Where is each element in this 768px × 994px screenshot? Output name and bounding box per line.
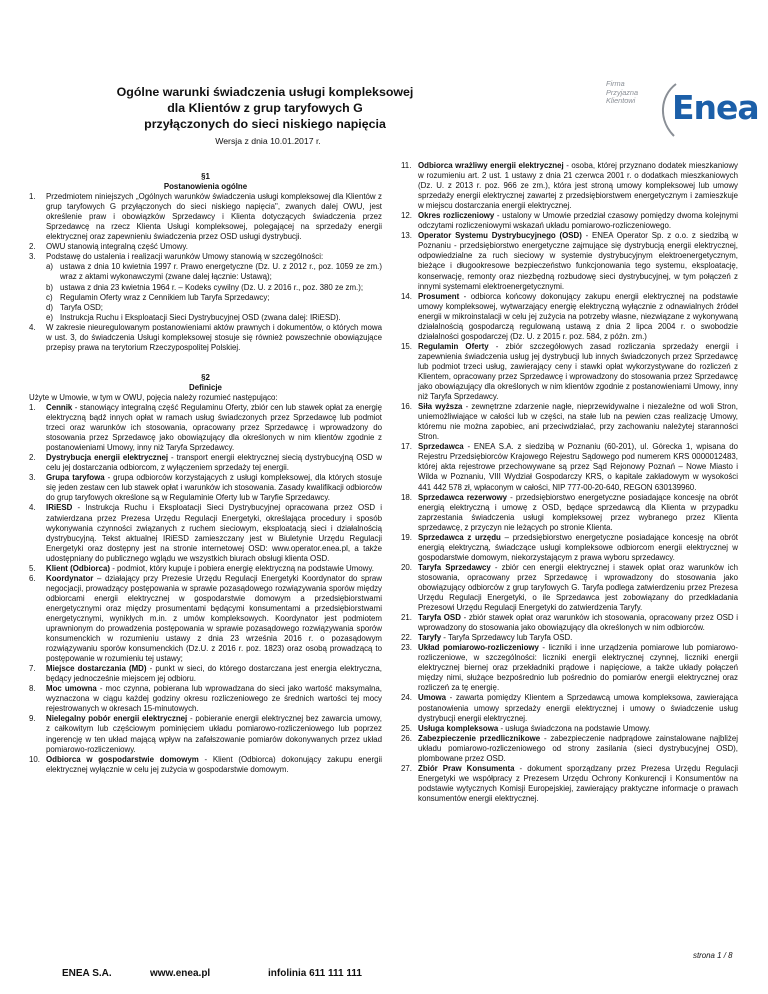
list-item-text: Przedmiotem niniejszych „Ogólnych warunków świadczenia usługi kompleksowej dla Klientów z grup taryfowych G przyłączonych do sieci niskiego napięcia", zwanych dalej OWU, jest określenie praw i obowiązków Sprzedawcy i Klienta dotyczących świadczenia przez Sprzedawcę na rzecz Klienta Usługi kompleksowej, polegającej na sprzedaży energii elektrycznej oraz zapewnieniu świadczenia przez OSD usługi dystrybucji. [46,192,382,242]
definition-number: 23. [401,643,412,653]
definition-text: - zawarta pomiędzy Klientem a Sprzedawcą umowa kompleksowa, zawierająca postanowienia umowy sprzedaży energii elektrycznej i umowy o świadczenie usług dystrybucji energii elektrycznej. [418,693,738,723]
definition-item [401,734,738,764]
definition-text: - ustalony w Umowie przedział czasowy pomiędzy dwoma kolejnymi odczytami rozliczeniowymi wskazań układu pomiarowo-rozliczeniowego. [418,211,738,231]
definition-term: Moc umowna [46,684,97,694]
definition-term: Układ pomiarowo-rozliczeniowy [418,643,539,653]
definition-text: - pobieranie energii elektrycznej bez zawarcia umowy, z całkowitym lub częściowym pominięciem układu pomiarowo-rozliczeniowego lub poprzez ingerencję w ten układ mającą wpływ na zafałszowanie pomiarów dokonywanych przez układ pomiarowo-rozliczeniowy. [46,714,382,754]
definition-item [29,684,382,714]
definition-item [401,643,738,693]
definition-item [29,503,382,563]
definition-term: Sprzedawca rezerwowy [418,492,508,502]
definition-term: Dystrybucja energii elektrycznej [46,453,169,463]
list-item: 1. Przedmiotem niniejszych „Ogólnych warunków świadczenia usługi kompleksowej dla Klientów z grup taryfowych G przyłączonych do sieci niskiego napięcia", zwanych dalej OWU, jest określenie praw i obowiązków Sprzedawcy i Klienta dotyczących świadczenia przez Sprzedawcę na rzecz Klienta Usługi kompleksowej, polegającej na sprzedaży energii elektrycznej oraz zapewnieniu świadczenia przez OSD usługi dystrybucji. [29,192,382,242]
definition-number: 22. [401,633,412,643]
definitions-list [401,161,738,804]
sub-list-item: e) Instrukcja Ruchu i Eksploatacji Sieci Dystrybucyjnej OSD (zwana dalej: IRiESD). [46,312,341,322]
definition-text: – działający przy Prezesie Urzędu Regulacji Energetyki Koordynator do spraw negocjacji, prowadzący postępowania w sprawie pozasądowego rozwiązywania sporów między odbiorcami energii elektrycznej w gospodarstwie domowym a przedsiębiorstwami energetycznymi oraz między prosumentami będącymi konsumentami a przedsiębiorstwami energetycznymi, wynikłych m.in. z umów kompleksowych. Koordynator jest podmiotem uprawnionym do prowadzenia postępowania w sprawie pozasądowego rozwiązywania sporów konsumenckich w rozumieniu ustawy z dnia 23 września 2016 r. o pozasądowym rozwiązywaniu sporów konsumenckich (Dz.U. z 2016 r. poz. 1823) oraz osobą prowadzącą to postępowanie w rozumieniu tej ustawy; [46,573,382,664]
definition-text: - punkt w sieci, do którego dostarczana jest energia elektryczna, będący jednocześnie miejscem jej odbioru. [46,664,382,684]
definitions-list [29,403,382,775]
definition-term: Taryfy [418,633,442,643]
definition-term: Cennik [46,402,73,412]
section-number: §2 [201,372,210,382]
definition-item [401,533,738,563]
definition-number: 7. [29,664,36,674]
definition-text: - podmiot, który kupuje i pobiera energię elektryczną na podstawie Umowy. [110,563,374,573]
definition-term: Zbiór Praw Konsumenta [418,763,515,773]
definition-term: Operator Systemu Dystrybucyjnego (OSD) [418,231,582,241]
definitions-intro: Użyte w Umowie, w tym w OWU, pojęcia należy rozumieć następująco: [29,392,278,402]
sub-list-item: d) Taryfa OSD; [46,302,103,312]
enea-logo [604,79,759,140]
definition-term: Umowa [418,693,447,703]
list-item: 2. OWU stanowią integralną część Umowy. [29,242,188,252]
left-column [29,172,382,775]
sub-list [46,262,382,322]
definition-number: 10. [29,754,40,764]
definition-item [29,755,382,775]
definition-term: Prosument [418,291,460,301]
definition-text: - zbiór stawek opłat oraz warunków ich stosowania, opracowany przez OSD i wprowadzony do stosowania jako obowiązujący dla określonych w nim odbiorców. [418,613,739,633]
definition-item [29,473,382,503]
title-line: przyłączonych do sieci niskiego napięcia [144,117,386,131]
section-title: Postanowienia ogólne [163,182,248,192]
definition-text: - dokument sporządzany przez Prezesa Urzędu Regulacji Energetyki we współpracy z Prezesem Urzędu Ochrony Konkurencji i Konsumentów na podstawie wytycznych Komisji Europejskiej, zawierający praktyczne informacje o prawach konsumentów energii elektrycznej. [418,763,738,803]
version-date: Wersja z dnia 10.01.2017 r. [215,136,321,146]
definition-text: - osoba, której przyznano dodatek mieszkaniowy w rozumieniu art. 2 ust. 1 ustawy z dnia 21 czerwca 2001 r. o dodatkach mieszkaniowych (Dz. U. z 2013 r. poz. 966 ze zm.), która jest stroną umowy kompleksowej lub umowy sprzedaży energii elektrycznej zawartej z przedsiębiorstwem energetycznym i zamieszkuje w miejscu dostarczania energii elektrycznej. [418,161,738,211]
definition-text: - zbiór szczegółowych zasad rozliczania sprzedaży energii i zapewnienia świadczenia usług jej dystrybucji lub innych świadczonych przez Sprzedawcę lub podmiot trzeci usług, zawierający ceny i stawki opłat wykorzystywane do rozliczeń z Klientem, opracowany przez Sprzedawcę i wprowadzony do stosowania przez Sprzedawcę jako obowiązujący dla określonych w nim klientów zgodnie z postanowieniami Umowy, inny niż Taryfa Sprzedawcy. [418,341,738,402]
definition-number: 12. [401,211,412,221]
definition-term: Miejsce dostarczania (MD) [46,664,147,674]
definition-item [29,403,382,453]
sub-list-item: c) Regulamin Oferty wraz z Cennikiem lub Taryfa Sprzedawcy; [46,292,270,302]
definition-item [29,664,382,684]
definition-item [401,292,738,342]
definition-item [401,724,738,734]
definition-term: Klient (Odbiorca) [46,563,111,573]
definition-term: Grupa taryfowa [46,473,105,483]
definition-item [401,231,738,291]
definition-number: 5. [29,563,36,573]
definition-term: Taryfa OSD [418,613,461,623]
definition-number: 21. [401,613,412,623]
definition-number: 4. [29,503,36,513]
definition-term: Odbiorca w gospodarstwie domowym [46,754,199,764]
definition-item [401,342,738,402]
definition-item [401,693,738,723]
definition-number: 18. [401,492,412,502]
definition-text: - ENEA Operator Sp. z o.o. z siedzibą w Poznaniu - przedsiębiorstwo energetyczne zajmujące się dystrybucją energii elektrycznej, odpowiedzialne za ruch sieciowy w systemie dystrybucyjnym elektroenergetycznym, bieżące i długookresowe bezpieczeństwo funkcjonowania tego systemu, eksploatację, konserwację, remonty oraz niezbędną rozbudowę sieci dystrybucyjnej, w tym połączeń z innymi systemami elektroenergetycznymi. [418,231,739,291]
definition-term: Nielegalny pobór energii elektrycznej [46,714,188,724]
definition-term: Siła wyższa [418,402,463,412]
definition-term: Taryfa Sprzedawcy [418,562,491,572]
definition-number: 11. [401,161,412,170]
definition-number: 1. [29,402,36,412]
definition-number: 17. [401,442,412,452]
definition-item [401,493,738,533]
definition-number: 19. [401,532,412,542]
definition-text: - przedsiębiorstwo energetyczne posiadające koncesję na obrót energią elektryczną i umowę z OSD, będące sprzedawcą dla Klienta w przypadku zaprzestania świadczenia usługi kompleksowej przez wybranego przez Klienta sprzedawcę, z przyczyn nie leżących po stronie Klienta. [418,492,738,532]
definition-number: 15. [401,341,412,351]
definition-text: - Taryfa Sprzedawcy lub Taryfa OSD. [441,633,573,643]
section-number: §1 [201,172,210,181]
definition-number: 27. [401,763,412,773]
definition-number: 9. [29,714,36,724]
definition-number: 13. [401,231,412,241]
definition-number: 8. [29,684,36,694]
list-item: 3. Podstawę do ustalenia i realizacji warunków Umowy stanowią w szczególności: a) ustawa z dnia 10 kwietnia 1997 r. Prawo energetyczne (Dz. U. z 2012 r., poz. 1059 ze zm.) wraz z aktami wykonawczymi (zwane dalej łącznie: Ustawą); b) ustawa z dnia 23 kwietnia 1964 r. – Kodeks cywilny (Dz. U. z 2016 r., poz. 380 ze zm.); c) Regulamin Oferty wraz z Cennikiem lub Taryfa Sprzedawcy; d) Taryfa OSD; e) Instrukcja Ruchu i Eksploatacji Sieci Dystrybucyjnej OSD (zwana dalej: IRiESD). [29,252,382,322]
definition-item [401,402,738,442]
definition-item [401,764,738,804]
definition-term: Sprzedawca [418,442,464,452]
footer-website: www.enea.pl [150,968,211,979]
definition-text: - zewnętrzne zdarzenie nagłe, nieprzewidywalne i niezależne od woli Stron, uniemożliwiające w całości lub w części, na stałe lub na pewien czas realizację Umowy, któremu nie można zapobiec, ani przeciwdziałać, przy zachowaniu należytej staranności Stron. [418,402,739,442]
definition-term: Koordynator [46,573,94,583]
definition-text: - Instrukcja Ruchu i Eksploatacji Sieci Dystrybucyjnej opracowana przez OSD i zatwierdzana przez Prezesa Urzędu Regulacji Energetyki, określająca procedury i sposób wykonywania czynności związanych z ruchem sieciowym, eksploatacją sieci i działalnością dystrybucyjną. Tekst aktualnej IRiESD zamieszczany jest w Biuletynie Urzędu Regulacji Energetyki oraz dostępny jest na stronie internetowej OSD: www.operator.enea.pl, a także udostępniany do publicznego wglądu we wszystkich biurach obsługi klienta OSD. [46,503,382,563]
definition-number: 6. [29,573,36,583]
footer-hotline: infolinia 611 111 111 [268,968,362,979]
list-item: 4. W zakresie nieuregulowanym postanowieniami aktów prawnych i dokumentów, o których mowa w ust. 3, do świadczenia Usługi kompleksowej stosuje się również powszechnie obowiązujące przepisy prawa na terytorium Rzeczypospolitej Polskiej. [29,322,382,352]
definition-number: 25. [401,723,412,733]
title-line: Ogólne warunki świadczenia usługi kompleksowej [116,85,414,99]
sub-list-item: b) ustawa z dnia 23 kwietnia 1964 r. – Kodeks cywilny (Dz. U. z 2016 r., poz. 380 ze zm.); [46,282,364,292]
definition-item [401,211,738,231]
right-column [401,161,738,804]
definition-text: - odbiorca końcowy dokonujący zakupu energii elektrycznej na podstawie umowy kompleksowej, wytwarzający energię elektryczną wyłącznie z odnawialnych źródeł energii w mikroinstalacji w celu jej zużycia na potrzeby własne, niezwiązane z wykonywaną działalnością gospodarczą regulowaną ustawą z dnia 2 lipca 2004 r. o swobodzie działalności gospodarczej (Dz. U. z 2015 r. poz. 584, z późn. zm.) [418,291,738,341]
definition-item [401,442,738,492]
definition-number: 14. [401,291,412,301]
definition-item [401,613,738,633]
definition-text: - liczniki i inne urządzenia pomiarowe lub pomiarowo-rozliczeniowe, w szczególności: liczniki energii elektrycznej czynnej, liczniki energii elektrycznej biernej oraz przekładniki prądowe i napięciowe, a także układy połączeń między nimi, służące bezpośrednio lub pośrednio do pomiarów energii elektrycznej oraz rozliczeń za tę energię. [418,643,738,693]
definition-text: - usługa świadczona na podstawie Umowy. [498,723,651,733]
footer-company: ENEA S.A. [62,968,112,979]
definition-text: - moc czynna, pobierana lub wprowadzana do sieci jako wartość maksymalna, wyznaczona w ciągu każdej godziny okresu rozliczeniowego ze średnich wartości tej mocy rejestrowanych w okresach 15-minutowych. [46,684,382,714]
definition-term: Sprzedawca z urzędu [418,532,501,542]
definition-text: – przedsiębiorstwo energetyczne posiadające koncesję na obrót energią elektryczną, świadczące usługi kompleksowe odbiorcom energii elektrycznej w gospodarstwie domowym, niekorzystającym z prawa wyboru sprzedawcy. [418,532,738,562]
document-title [40,84,490,132]
definition-item [401,563,738,613]
title-line: dla Klientów z grup taryfowych G [167,101,363,115]
definition-text: - transport energii elektrycznej siecią dystrybucyjną OSD w celu jej dostarczania odbiorcom, z wyłączeniem sprzedaży tej energii. [46,453,382,473]
definition-term: Regulamin Oferty [418,341,489,351]
definition-number: 26. [401,733,412,743]
logo-wordmark: Enea [672,88,759,127]
page-number: strona 1 / 8 [693,951,733,960]
section-title: Definicje [189,382,222,392]
definition-text: - zbiór cen energii elektrycznej i stawek opłat oraz warunków ich stosowania, opracowany przez Sprzedawcę i wprowadzony do stosowania jako obowiązujący odbiorców z grup taryfowych G. Taryfa podlega zatwierdzeniu przez Prezesa Urzędu Regulacji Energetyki, o ile Sprzedawca jest zobowiązany do przedkładania Prezesowi Urzędu Regulacji Energetyki do zatwierdzenia Taryfy. [418,562,738,613]
definition-term: Usługa kompleksowa [418,723,499,733]
definition-number: 20. [401,562,412,572]
definition-item [29,453,382,473]
definition-text: - ENEA S.A. z siedzibą w Poznaniu (60-201), ul. Górecka 1, wpisana do Rejestru Przedsiębiorców Krajowego Rejestru Sądowego pod numerem KRS 0000012483, której akta rejestrowe przechowywane są przez Sąd Rejonowy Poznań – Nowe Miasto i Wilda w Poznaniu, VIII Wydział Gospodarczy KRS, o kapitale zakładowym w wysokości 441 442 578 zł, wpłaconym w całości, NIP 777-00-20-640, REGON 630139960. [418,442,738,492]
definition-text: - stanowiący integralną część Regulaminu Oferty, zbiór cen lub stawek opłat za energię elektryczną bądź innych opłat w ramach usług świadczonych przez Sprzedawcę lub podmiot trzeci oraz warunków ich stosowania, opracowany przez Sprzedawcę i wprowadzony do stosowania przez Sprzedawcę jako obowiązujący dla określonych w nim klientów zgodnie z postanowieniami Umowy, inny niż Taryfa Sprzedawcy. [46,402,382,453]
definition-item [401,161,738,211]
definition-term: Okres rozliczeniowy [418,211,495,221]
definition-number: 3. [29,473,36,483]
definition-text: - grupa odbiorców korzystających z usługi kompleksowej, dla których stosuje się jeden zestaw cen lub stawek opłat i warunków ich stosowania. Zasady kwalifikacji odbiorców do grup taryfowych określone są w Regulaminie Oferty lub w Taryfie Sprzedawcy. [46,473,382,503]
definition-term: Odbiorca wrażliwy energii elektrycznej [418,161,564,170]
definition-number: 2. [29,453,36,463]
definition-item [29,564,382,574]
definition-term: Zabezpieczenie przedlicznikowe [418,733,541,743]
definition-term: IRiESD [46,503,73,513]
definition-text: - zabezpieczenie nadprądowe zainstalowane najbliżej układu pomiarowo-rozliczeniowego od strony zasilania (sieci dystrybucyjnej OSD), plombowane przez OSD. [418,733,738,763]
definition-number: 24. [401,693,412,703]
definition-item [29,714,382,754]
definition-item [401,633,738,643]
definition-number: 16. [401,402,412,412]
sub-list-item: a) ustawa z dnia 10 kwietnia 1997 r. Prawo energetyczne (Dz. U. z 2012 r., poz. 1059 ze zm.) wraz z aktami wykonawczymi (zwane dalej łącznie: Ustawą); [46,262,382,282]
logo-tagline: Firma Przyjazna Klientowi [606,79,639,105]
definition-item [29,574,382,664]
definition-text: - Klient (Odbiorca) dokonujący zakupu energii elektrycznej wyłącznie w celu jej zużycia w gospodarstwie domowym. [46,754,382,774]
